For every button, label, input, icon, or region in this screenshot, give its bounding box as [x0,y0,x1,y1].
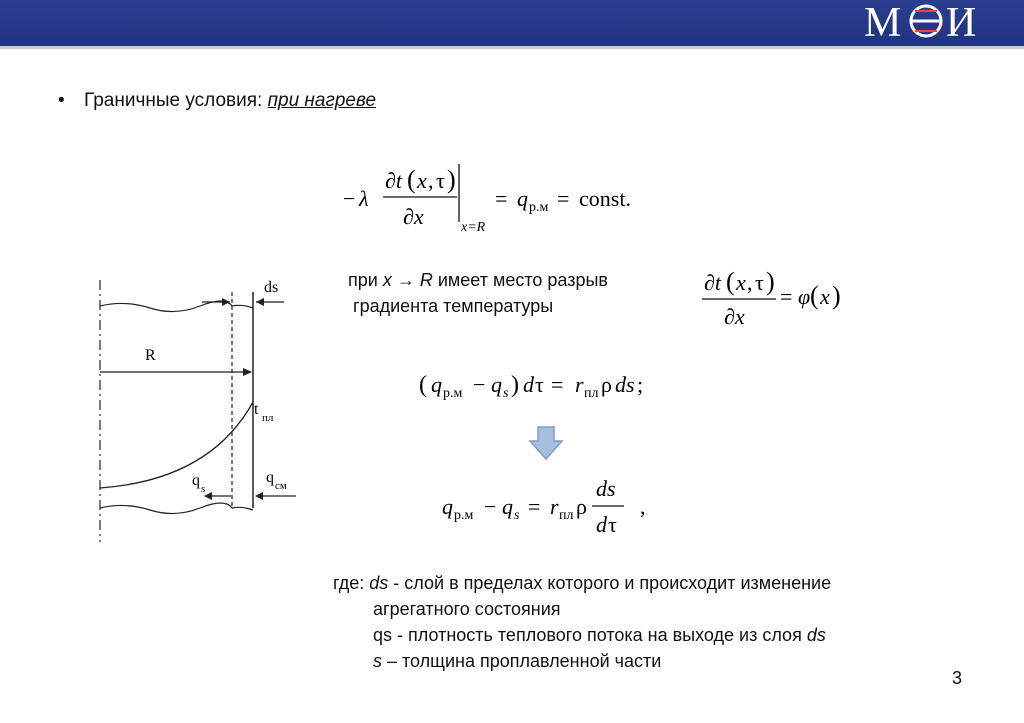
e-mark-icon [911,6,941,36]
where-s-desc: – толщина проплавленной части [382,651,662,671]
svg-text:∂t: ∂t [385,168,402,193]
where-s: s [373,651,382,671]
svg-text:τ: τ [608,512,617,537]
gradient-x: x [382,270,392,290]
gradient-arrow: → [391,270,420,290]
where-qs-ds: ds [806,625,826,645]
boundary-formula [335,158,675,240]
heading-text: Граничные условия: [84,90,268,111]
ds-arrowhead-right [256,298,264,306]
bottom-break-line [100,503,253,514]
svg-text:,: , [747,270,753,295]
svg-text:): ) [832,281,841,310]
svg-text:τ: τ [436,168,445,193]
svg-text:x: x [417,168,427,193]
temperature-curve [100,402,253,488]
svg-text:ds: ds [596,476,616,501]
mei-logo [864,2,1004,42]
svg-text:=: = [495,186,508,211]
svg-text:−: − [473,372,486,397]
gradient-R: R [419,270,433,290]
svg-text:): ) [766,267,775,296]
svg-text:,: , [428,168,434,193]
mei-logo-graphic [864,1,1004,43]
svg-text:ρ: ρ [576,494,587,519]
melting-layer-diagram [90,270,330,550]
svg-text:τ: τ [535,372,544,397]
svg-text:λ: λ [359,186,369,211]
svg-text:q: q [442,494,453,519]
qcm-arrowhead [255,492,263,500]
svg-text:;: ; [637,372,644,397]
label-qs-sub: s [201,483,206,495]
svg-text:пл: пл [584,386,599,401]
svg-text:∂t: ∂t [704,270,721,295]
svg-text:∂x: ∂x [724,304,745,329]
svg-text:,: , [640,494,646,519]
label-qcm-sub: см [275,480,287,492]
where-ds-desc: - слой в пределах которого и происходит изменение [388,573,832,593]
heat-balance-formula [415,360,695,410]
radius-arrowhead [243,368,252,376]
melting-rate-formula [438,472,678,542]
svg-text:∂x: ∂x [403,204,424,229]
svg-text:d: d [596,512,607,537]
svg-text:(: ( [810,281,819,310]
svg-text:s: s [503,386,509,401]
svg-text:ds: ds [615,372,635,397]
svg-text:s: s [514,508,520,523]
ds-arrowhead-left [222,298,230,306]
svg-text:−: − [484,494,497,519]
svg-text:r: r [550,494,559,519]
definition-ds-cont: агрегатного состояния [373,599,561,619]
heading-emphasis: при нагреве [267,90,377,111]
header-divider [0,46,1024,49]
svg-text:): ) [447,165,456,194]
svg-text:р.м: р.м [529,200,549,215]
svg-text:р.м: р.м [454,508,474,523]
svg-text:φ: φ [798,284,811,309]
svg-text:q: q [502,494,513,519]
svg-text:q: q [431,372,442,397]
svg-text:И: И [946,1,978,43]
where-qs-desc: qs - плотность теплового потока на выходе из слоя [373,625,807,645]
label-qcm: q [266,469,274,486]
gradient-break-line1 [348,270,608,291]
svg-text:x=R: x=R [461,220,486,235]
svg-text:τ: τ [755,270,764,295]
svg-text:): ) [511,372,519,398]
svg-text:d: d [523,372,534,397]
svg-text:=: = [528,494,541,519]
boundary-conditions-heading [58,90,376,112]
svg-text:=: = [551,372,564,397]
definition-s [333,648,831,674]
label-R: R [145,347,156,364]
svg-text:р.м: р.м [443,386,463,401]
definition-ds [333,570,831,596]
gradient-formula [700,262,860,332]
svg-text:(: ( [407,165,416,194]
label-t-sub: пл [262,412,274,424]
svg-text:x: x [820,284,830,309]
gradient-break-line2: градиента температуры [353,296,554,316]
where-ds: ds [369,573,389,593]
top-break-line [100,301,253,312]
svg-text:q: q [491,372,502,397]
svg-text:ρ: ρ [601,372,612,397]
definition-qs [333,622,831,648]
label-t: t [254,401,259,418]
definitions-block [333,570,831,674]
svg-text:(: ( [419,372,427,398]
svg-text:r: r [575,372,584,397]
gradient-post: имеет место разрыв [432,270,608,290]
page-number: 3 [952,668,963,688]
svg-text:x: x [736,270,746,295]
label-ds: ds [264,279,279,296]
label-qs: q [192,472,200,489]
where-label: где: [333,573,370,593]
svg-text:=: = [780,284,793,309]
svg-text:пл: пл [559,508,574,523]
svg-text:q: q [517,186,528,211]
svg-text:(: ( [726,267,735,296]
svg-text:М: М [864,1,903,43]
down-arrow-icon [528,426,564,460]
svg-text:−: − [343,186,356,211]
bullet-marker: • [58,90,65,111]
svg-text:=: = [557,186,570,211]
svg-text:const.: const. [579,186,631,211]
gradient-pre: при [348,270,383,290]
